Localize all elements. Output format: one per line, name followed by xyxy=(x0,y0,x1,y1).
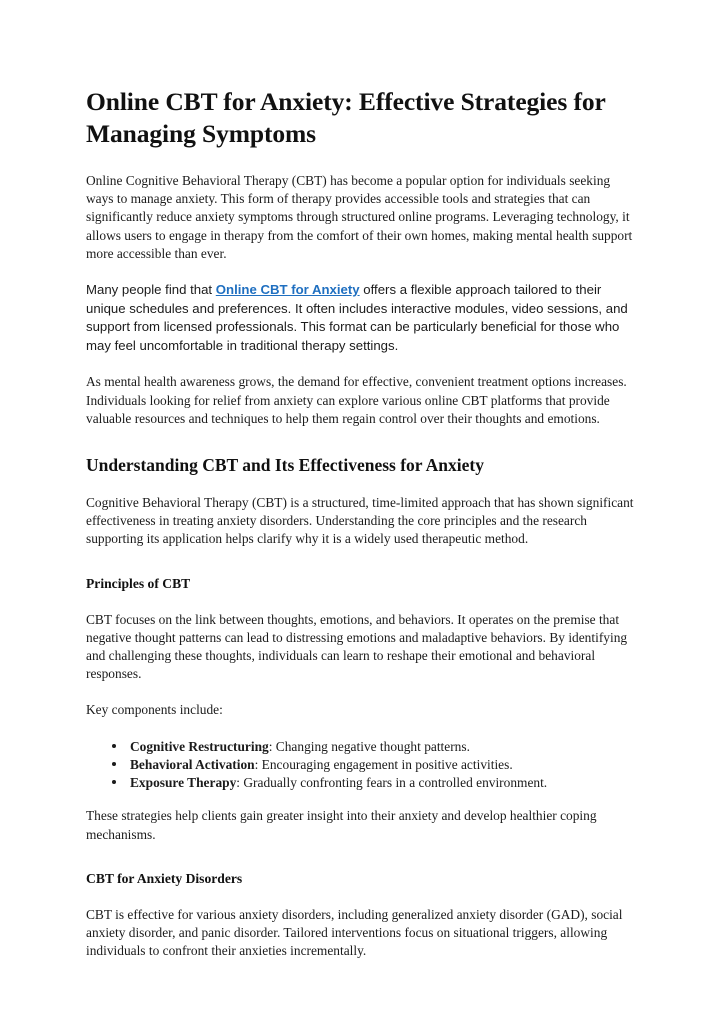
online-cbt-for-anxiety-link[interactable]: Online CBT for Anxiety xyxy=(215,282,360,298)
section-heading-understanding-cbt: Understanding CBT and Its Effectiveness for Anxiety xyxy=(86,455,484,475)
page-title: Online CBT for Anxiety: Effective Strategies for Managing Symptoms xyxy=(86,87,606,148)
link-paragraph-before: Many people find that xyxy=(86,282,216,298)
section-paragraph-understanding-cbt: Cognitive Behavioral Therapy (CBT) is a structured, time-limited approach that has shown significant effectiveness in treating anxiety disorders. Understanding the core principles and the research supporting its application helps clarify why it is a widely used therapeutic method. xyxy=(86,495,634,547)
document-content xyxy=(86,86,636,978)
list-item xyxy=(86,738,636,756)
list-item xyxy=(86,774,636,792)
list-item-term: Behavioral Activation xyxy=(130,756,255,772)
list-item-term: Cognitive Restructuring xyxy=(130,738,269,754)
key-components-list xyxy=(86,738,636,792)
list-item-term: Exposure Therapy xyxy=(130,774,237,790)
list-item-description: : Encouraging engagement in positive activities. xyxy=(254,756,513,772)
intro-paragraph: Online Cognitive Behavioral Therapy (CBT) has become a popular option for individuals seeking ways to manage anxiety. This form of therapy provides accessible tools and strategies that can significantly reduce anxiety symptoms through structured online programs. Leveraging technology, it allows users to engage in therapy from the comfort of their own homes, making mental health support more accessible than ever. xyxy=(86,173,633,261)
link-paragraph-after: offers a flexible approach tailored to their unique schedules and preferences. It often includes interactive modules, video sessions, and support from licensed professionals. This format can be particularly beneficial for those who may feel uncomfortable in traditional therapy settings. xyxy=(86,282,628,353)
list-item-description: : Changing negative thought patterns. xyxy=(268,738,470,754)
bullet-dot-icon xyxy=(112,780,116,784)
subsection-paragraph-cbt-for-anxiety-disorders: CBT is effective for various anxiety disorders, including generalized anxiety disorder (GAD), social anxiety disorder, and panic disorder. Tailored interventions focus on situational triggers, allowing individuals to confront their anxieties incrementally. xyxy=(86,906,623,959)
subsection-heading-cbt-for-anxiety-disorders: CBT for Anxiety Disorders xyxy=(86,870,243,886)
bullet-dot-icon xyxy=(112,762,116,766)
strategies-closing-paragraph: These strategies help clients gain greater insight into their anxiety and develop healthier coping mechanisms. xyxy=(86,808,597,842)
list-item xyxy=(86,756,636,774)
subsection-heading-principles-of-cbt: Principles of CBT xyxy=(86,575,191,591)
key-components-lead: Key components include: xyxy=(86,702,223,718)
list-item-description: : Gradually confronting fears in a controlled environment. xyxy=(236,774,548,790)
bullet-dot-icon xyxy=(112,744,116,748)
link-paragraph xyxy=(86,281,636,355)
awareness-paragraph: As mental health awareness grows, the demand for effective, convenient treatment options increases. Individuals looking for relief from anxiety can explore various online CBT platforms that provide valuable resources and techniques to help them regain control over their thoughts and emotions. xyxy=(86,374,627,426)
subsection-paragraph-principles-of-cbt: CBT focuses on the link between thoughts, emotions, and behaviors. It operates on the premise that negative thought patterns can lead to distressing emotions and maladaptive behaviors. By identifying and challenging these thoughts, individuals can learn to reshape their emotional and behavioral responses. xyxy=(86,611,628,682)
